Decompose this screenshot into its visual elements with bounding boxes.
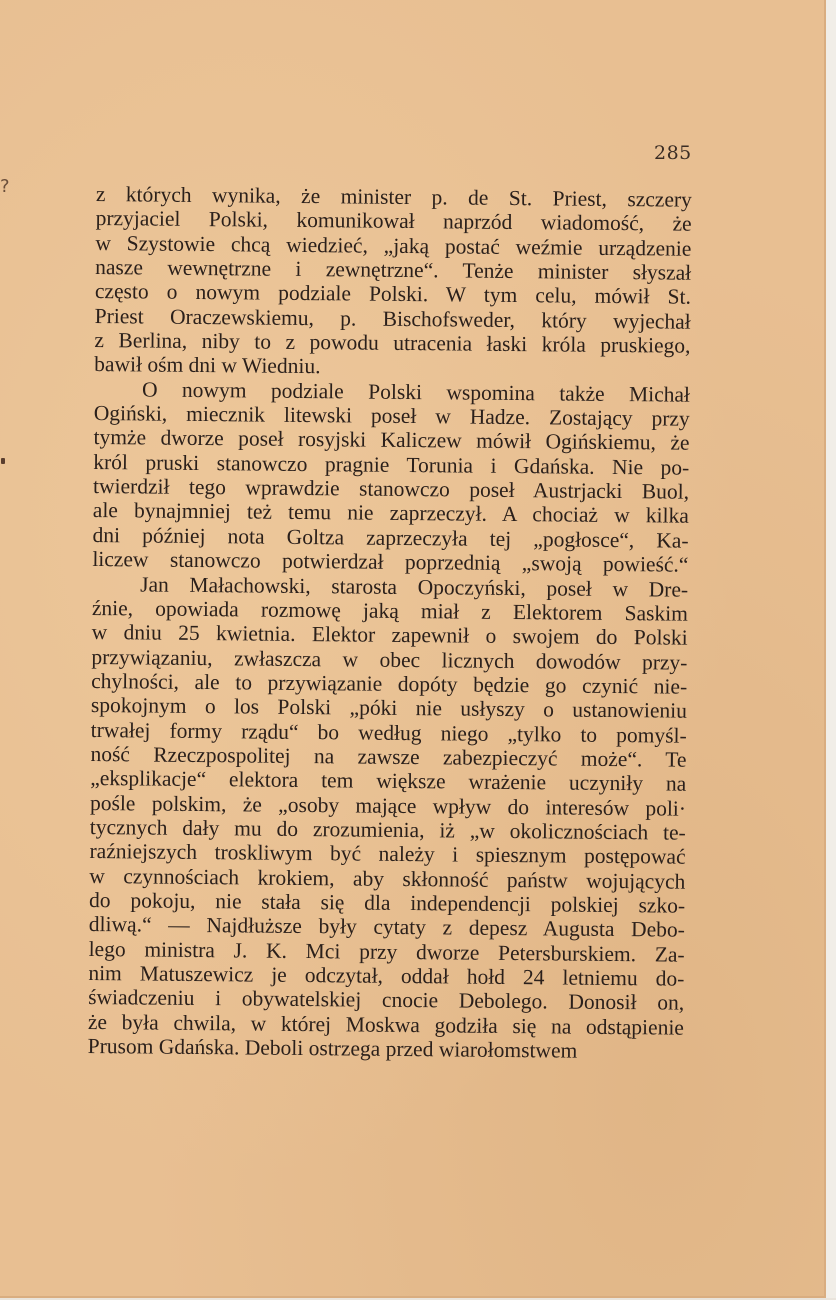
text-line: przyjaciel Polski, komunikował naprzód wiadomość, że [95,206,692,237]
text-line: liczew stanowczo potwierdzał poprzednią „swoją powieść.“ [92,547,689,577]
text-line: świadczeniu i obywatelskiej cnocie Debolego. Donosił on, [88,985,685,1016]
text-line: „eksplikacje“ elektora tem większe wrażenie uczyniły na [90,766,687,796]
text-line: Ogiński, miecznik litewski poseł w Hadze. Zostający przy [93,401,690,431]
text-line: nasze wewnętrzne i zewnętrzne“. Tenże minister słyszał [95,255,692,285]
text-line: raźniejszych troskliwym być należy i spiesznym postępować [89,839,686,869]
text-line: przywiązaniu, zwłaszcza w obec licznych dowodów przy- [91,644,688,675]
text-line: ale bynajmniej też temu nie zaprzeczył. A chociaż w kilka [92,498,689,529]
text-line: z których wynika, że minister p. de St. Priest, szczery [95,182,692,212]
text-line: Priest Oraczewskiemu, p. Bischofsweder, który wyjechał [94,303,691,334]
text-line: Jan Małachowski, starosta Opoczyński, poseł w Dre- [140,571,689,602]
text-line: do pokoju, nie stała się dla independencji polskiej szko- [88,887,686,918]
text-line: z Berlina, niby to z powodu utracenia łaski króla pruskiego, [94,328,691,358]
text-line: trwałej formy rządu“ bo według niego „tylko to pomyśl- [90,717,687,748]
text-line: lego ministra J. K. Mci przy dworze Petersburskiem. Za- [88,936,685,967]
body-text [88,182,692,1064]
text-line: w dniu 25 kwietnia. Elektor zapewnił o swojem do Polski [91,620,688,650]
page-number: 285 [654,142,692,164]
text-line: w czynnościach krokiem, aby skłonność państw wojujących [89,863,686,894]
text-line: król pruski stanowczo pragnie Torunia i Gdańska. Nie po- [93,449,690,480]
text-line: nim Matuszewicz je odczytał, oddał hołd 24 letniemu do- [88,960,685,991]
margin-mark: ? [0,176,10,197]
text-line: bawił ośm dni w Wiedniu. [94,352,321,379]
margin-dot [1,458,5,464]
text-line: chylności, ale to przywiązanie dopóty będzie go czynić nie- [91,668,688,699]
text-line: tymże dworze poseł rosyjski Kaliczew mówił Ogińskiemu, że [93,425,690,456]
text-line: spokojnym o los Polski „póki nie usłyszy o ustanowieniu [90,693,688,723]
text-line: twierdził tego wprawdzie stanowczo poseł Austrjacki Buol, [92,474,690,504]
text-line: w Szystowie chcą wiedzieć, „jaką postać weźmie urządzenie [95,230,692,261]
text-line: pośle polskim, że „osoby mające wpływ do interesów poli· [89,790,687,821]
text-line: źnie, opowiada rozmowę jaką miał z Elektorem Saskim [91,595,689,626]
text-line: O nowym podziale Polski wspomina także Michał [141,377,691,407]
scan-edge-right [826,0,836,1300]
text-line: tycznych dały mu do zrozumienia, iż „w okolicznościach te- [89,814,686,845]
text-line: że była chwila, w której Moskwa godziła się na odstąpienie [87,1009,685,1040]
text-line: dliwą.“ — Najdłuższe były cytaty z depesz Augusta Debo- [88,912,685,942]
text-line: Prusom Gdańska. Deboli ostrzega przed wiarołomstwem [87,1033,578,1063]
text-line: ność Rzeczpospolitej na zawsze zabezpieczyć może“. Te [90,741,687,772]
text-line: dni później nota Goltza zaprzeczyła tej „pogłosce“, Ka- [92,522,689,553]
text-line: często o nowym podziale Polski. W tym celu, mówił St. [94,279,692,310]
